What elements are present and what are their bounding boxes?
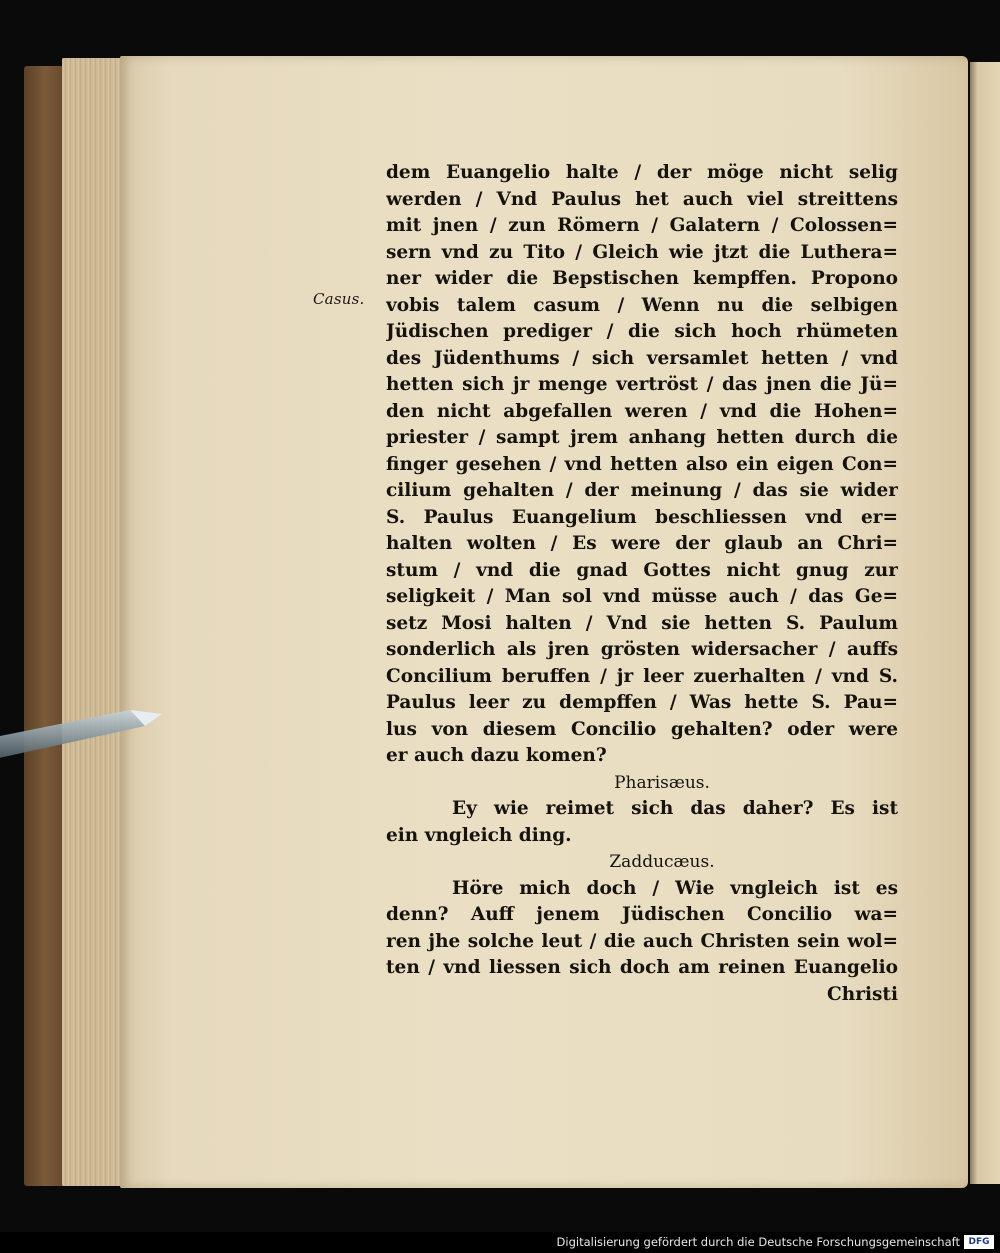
text-line: Paulus leer zu dempffen / Was hette S. Pau= [386,692,898,713]
footer-bar [0,1232,1000,1253]
margin-note: Casus. [313,290,365,308]
text-line: ein vngleich ding. [386,824,572,846]
text-line: lus von diesem Concilio gehalten? oder were [386,718,898,740]
text-line: Ey wie reimet sich das daher? Es ist [452,798,898,819]
text-line: er auch dazu komen? [386,745,607,766]
text-line: halten wolten / Es were der glaub an Chri= [386,533,898,554]
text-line: ner wider die Bepstischen kempffen. Propono [386,268,898,289]
text-line: ren jhe solche leut / die auch Christen sein wol= [386,930,898,952]
pen-pointer-icon [0,700,180,760]
text-line: Höre mich doch / Wie vngleich ist es [452,877,898,899]
speaker-label: Zadducæus. [609,852,715,872]
adjacent-page-edge [970,62,1000,1184]
text-line: mit jnen / zun Römern / Galatern / Colossen= [386,215,898,236]
text-line: hetten sich jr menge vertröst / das jnen die Jü= [386,374,898,395]
text-line: priester / sampt jrem anhang hetten durch die [386,427,898,448]
text-line: S. Paulus Euangelium beschliessen vnd er= [386,506,898,528]
page-text-block [386,160,898,1008]
text-line: sern vnd zu Tito / Gleich wie jtzt die Luthera= [386,241,898,263]
text-line: seligkeit / Man sol vnd müsse auch / das Ge= [386,586,898,607]
text-line: cilium gehalten / der meinung / das sie wider [386,480,898,501]
text-line: stum / vnd die gnad Gottes nicht gnug zur [386,559,898,581]
text-line: werden / Vnd Paulus het auch viel streittens [386,188,898,210]
dfg-logo: DFG [964,1235,994,1249]
text-line: setz Mosi halten / Vnd sie hetten S. Paulum [386,612,898,634]
text-line: Concilium beruffen / jr leer zuerhalten / vnd S. [386,665,898,687]
text-line: dem Euangelio halte / der möge nicht selig [386,162,898,183]
footer-credit: Digitalisierung gefördert durch die Deutsche Forschungsgemeinschaft [556,1235,960,1249]
text-line: des Jüdenthums / sich versamlet hetten / vnd [386,347,898,369]
text-line: finger gesehen / vnd hetten also ein eigen Con= [386,453,898,475]
text-line: sonderlich als jren grösten widersacher / auffs [386,639,898,660]
text-line: Jüdischen prediger / die sich hoch rhümeten [386,321,898,342]
text-line: den nicht abgefallen weren / vnd die Hohen= [386,400,898,422]
text-line: ten / vnd liessen sich doch am reinen Euangelio [386,957,898,978]
text-line: denn? Auff jenem Jüdischen Concilio wa= [386,904,898,925]
speaker-label: Pharisæus. [614,772,710,793]
text-line: vobis talem casum / Wenn nu die selbigen [386,294,898,316]
text-line: Christi [827,983,898,1005]
